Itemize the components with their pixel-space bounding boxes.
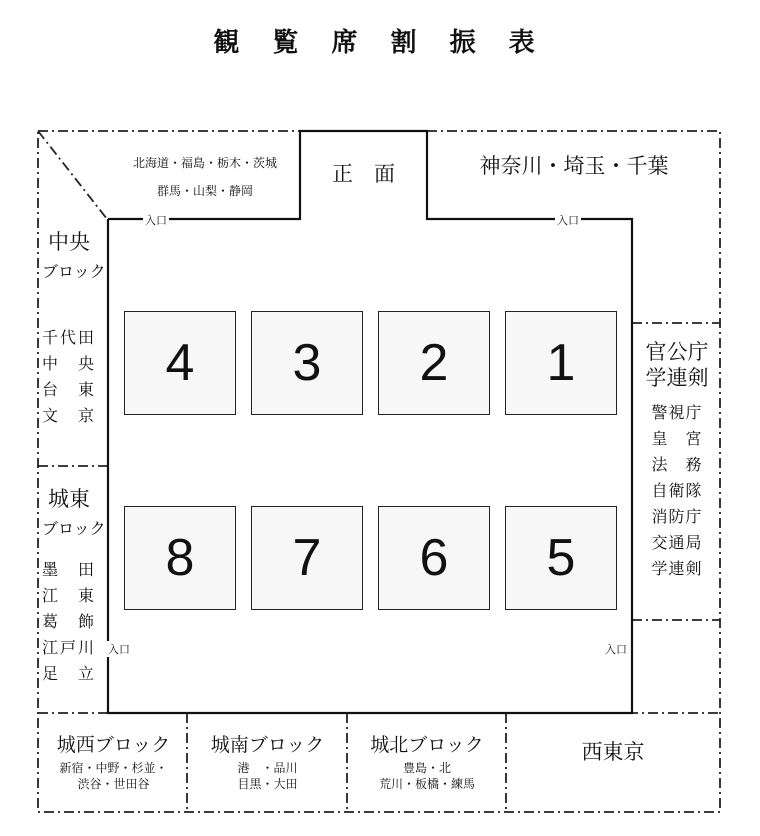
kanko-block-title-1: 官公庁 — [645, 340, 709, 364]
joto-item: 江 東 — [42, 586, 97, 605]
nishitokyo-block-title: 西東京 — [581, 740, 645, 764]
court-3: 3 — [251, 311, 363, 415]
top-left-zone-line2: 群馬・山梨・静岡 — [156, 184, 253, 198]
court-4: 4 — [124, 311, 236, 415]
joto-item: 江戸川 — [42, 638, 97, 657]
kanko-item: 警視庁 — [651, 403, 703, 422]
chuo-item: 文 京 — [42, 406, 97, 425]
joto-item: 足 立 — [42, 664, 97, 683]
kanko-item: 法 務 — [651, 455, 703, 474]
outer-boundary-right-top — [38, 131, 720, 812]
entrance-label-top-right: 入口 — [557, 214, 579, 227]
chuo-block-subtitle: ブロック — [42, 262, 106, 281]
court-1: 1 — [505, 311, 617, 415]
kanko-block-title-2: 学連剣 — [645, 366, 709, 390]
top-left-zone-line1: 北海道・福島・栃木・茨城 — [132, 156, 277, 170]
chuo-item: 台 東 — [42, 380, 97, 399]
chuo-item: 中 央 — [42, 354, 97, 373]
court-7: 7 — [251, 506, 363, 610]
chuo-block-title: 中央 — [48, 230, 90, 254]
jonan-block-line2: 目黒・大田 — [237, 777, 298, 791]
corner-diagonal — [38, 131, 107, 219]
entrance-label-top-left: 入口 — [145, 214, 167, 227]
kanko-item: 学連剣 — [651, 559, 703, 578]
joto-block-subtitle: ブロック — [42, 519, 106, 538]
chuo-block-list — [42, 325, 96, 429]
jonan-block-line1: 港 ・品川 — [237, 761, 298, 775]
page-title: 観 覧 席 割 振 表 — [213, 28, 547, 58]
johoku-block-line2: 荒川・板橋・練馬 — [378, 777, 475, 791]
court-6: 6 — [378, 506, 490, 610]
court-5: 5 — [505, 506, 617, 610]
chuo-item: 千代田 — [42, 328, 97, 347]
court-8: 8 — [124, 506, 236, 610]
court-2: 2 — [378, 311, 490, 415]
kanko-item: 自衛隊 — [651, 481, 703, 500]
entrance-label-bottom-right: 入口 — [605, 643, 627, 656]
front-label: 正 面 — [332, 162, 395, 186]
josai-block-line1: 新宿・中野・杉並・ — [59, 761, 168, 775]
josai-block-title: 城西ブロック — [56, 734, 171, 756]
entrance-label-bottom-left: 入口 — [108, 643, 130, 656]
kanko-item: 消防庁 — [651, 507, 703, 526]
josai-block-line2: 渋谷・世田谷 — [77, 777, 150, 791]
joto-item: 墨 田 — [42, 560, 97, 579]
arena-outline — [108, 131, 632, 713]
johoku-block-title: 城北ブロック — [370, 734, 484, 756]
kanko-item: 交通局 — [651, 533, 703, 552]
kanko-item: 皇 宮 — [651, 429, 703, 448]
joto-block-title: 城東 — [48, 487, 90, 511]
joto-item: 葛 飾 — [42, 612, 97, 631]
kanko-block-list — [636, 400, 718, 582]
jonan-block-title: 城南ブロック — [210, 734, 325, 756]
top-right-zone-label: 神奈川・埼玉・千葉 — [479, 154, 669, 178]
johoku-block-line1: 豊島・北 — [402, 761, 451, 775]
joto-block-list — [42, 557, 96, 687]
